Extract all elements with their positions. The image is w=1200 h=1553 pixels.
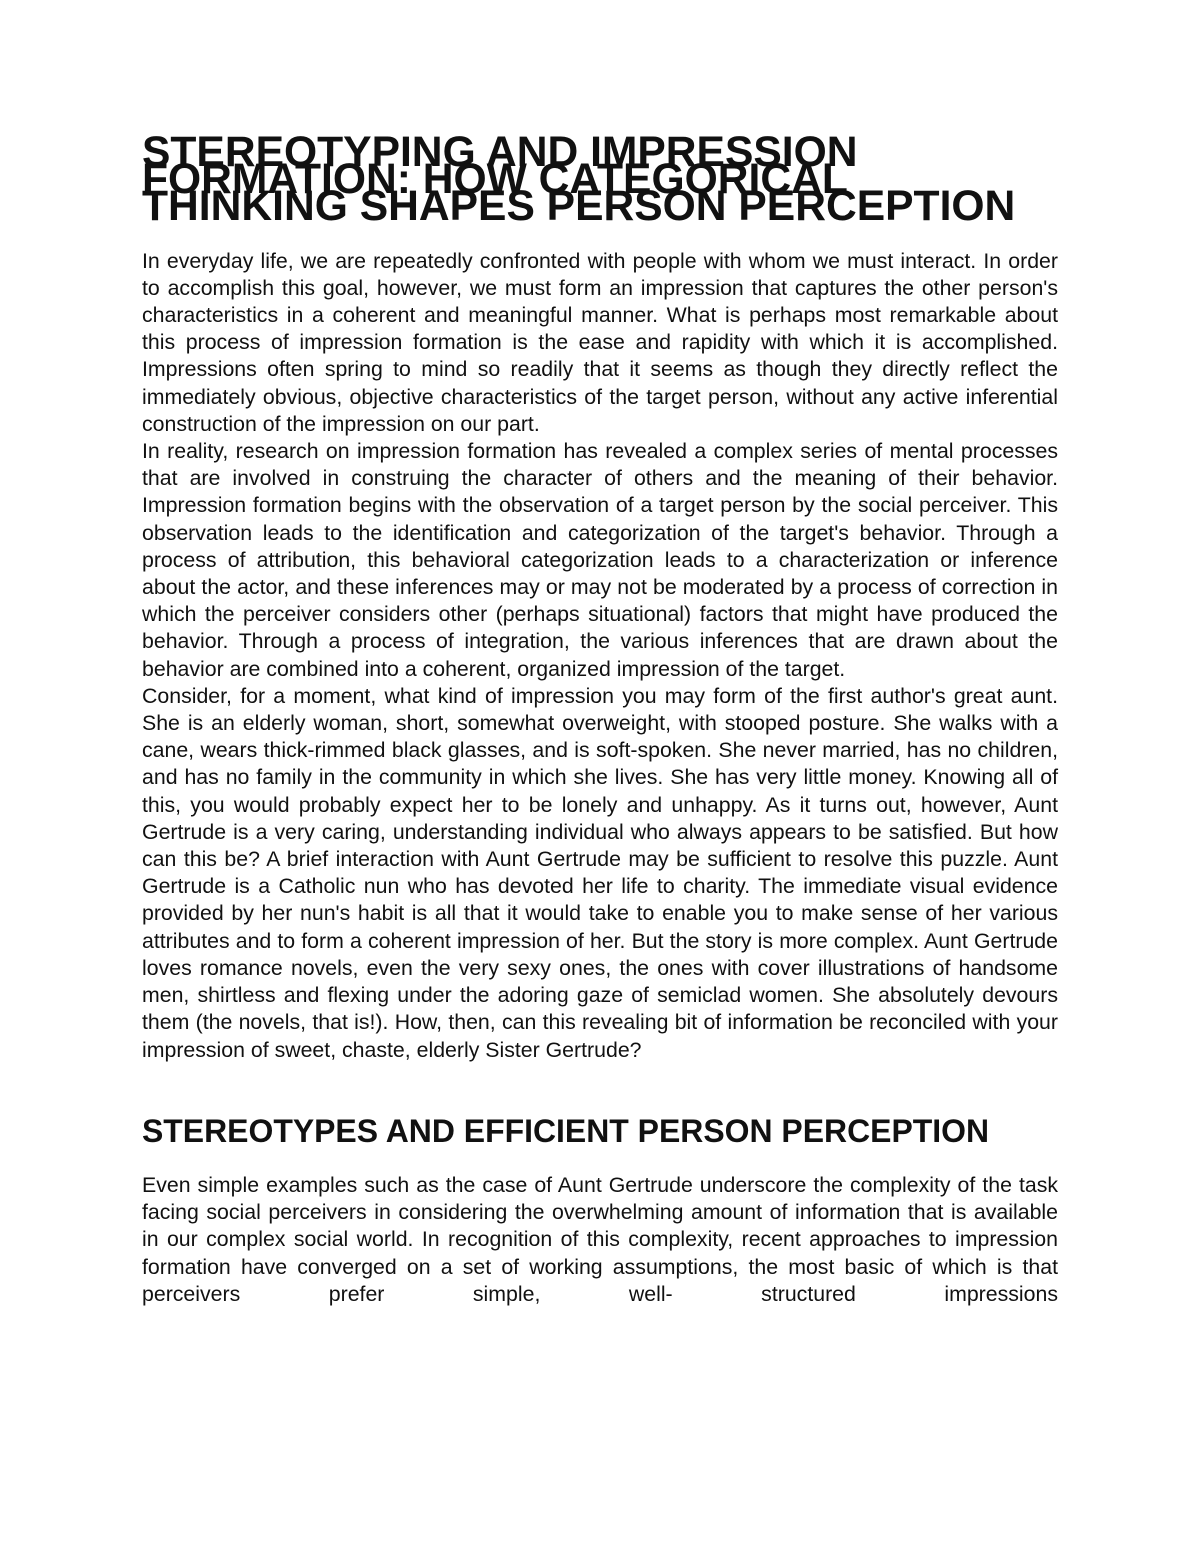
- paragraph-efficient-perception: Even simple examples such as the case of Aunt Gertrude underscore the complexity of the task facing social perceivers in considering the overwhelming amount of information that is available in our complex social world. In recognition of this complexity, recent approaches to impression formation have converged on a set of working assumptions, the most basic of which is that perceivers prefer simple, well- structured impressions: [142, 1172, 1058, 1306]
- section-heading: STEREOTYPES AND EFFICIENT PERSON PERCEPTION: [142, 1112, 990, 1149]
- paragraph-reality: In reality, research on impression formation has revealed a complex series of mental processes that are involved in construing the character of others and the meaning of their behavior. Impression formation begins with the observation of a target person by the social perceiver. This observation leads to the identification and categorization of the target's behavior. Through a process of attribution, this behavioral categorization leads to a characterization or inference about the actor, and these inferences may or may not be moderated by a process of correction in which the perceiver considers other (perhaps situational) factors that might have produced the behavior. Through a process of integration, the various inferences that are drawn about the behavior are combined into a coherent, organized impression of the target.: [142, 439, 1058, 681]
- spacer: [142, 1064, 1058, 1118]
- document-title: STEREOTYPING AND IMPRESSION FORMATION: HOW CATEGORICAL THINKING SHAPES PERSON PERCEPTION: [142, 128, 1016, 231]
- paragraph-aunt-gertrude: Consider, for a moment, what kind of impression you may form of the first author's great aunt. She is an elderly woman, short, somewhat overweight, with stooped posture. She walks with a cane, wears thick-rimmed black glasses, and is soft-spoken. She never married, has no children, and has no family in the community in which she lives. She has very little money. Knowing all of this, you would probably expect her to be lonely and unhappy. As it turns out, however, Aunt Gertrude is a very caring, understanding individual who always appears to be satisfied. But how can this be? A brief interaction with Aunt Gertrude may be sufficient to resolve this puzzle. Aunt Gertrude is a Catholic nun who has devoted her life to charity. The immediate visual evidence provided by her nun's habit is all that it would take to enable you to make sense of her various attributes and to form a coherent impression of her. But the story is more complex. Aunt Gertrude loves romance novels, even the very sexy ones, the ones with cover illustrations of handsome men, shirtless and flexing under the adoring gaze of semiclad women. She absolutely devours them (the novels, that is!). How, then, can this revealing bit of information be reconciled with your impression of sweet, chaste, elderly Sister Gertrude?: [142, 683, 1058, 1062]
- spacer: [142, 1145, 1058, 1172]
- document-page: [142, 128, 1058, 1308]
- paragraph-intro: In everyday life, we are repeatedly confronted with people with whom we must interact. In order to accomplish this goal, however, we must form an impression that captures the other person's characteristics in a coherent and meaningful manner. What is perhaps most remarkable about this process of impression formation is the ease and rapidity with which it is accomplished. Impressions often spring to mind so readily that it seems as though they directly reflect the immediately obvious, objective characteristics of the target person, without any active inferential construction of the impression on our part.: [142, 248, 1058, 436]
